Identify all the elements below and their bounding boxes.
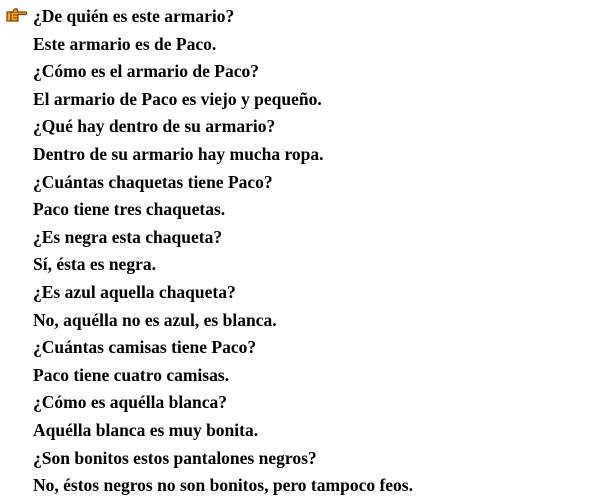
line-13: ¿Cuántas camisas tiene Paco? <box>33 337 257 358</box>
line-3: ¿Cómo es el armario de Paco? <box>33 61 259 82</box>
line-12: No, aquélla no es azul, es blanca. <box>33 309 277 330</box>
line-8: Paco tiene tres chaquetas. <box>33 199 226 220</box>
line-17: ¿Son bonitos estos pantalones negros? <box>33 447 317 468</box>
line-15: ¿Cómo es aquélla blanca? <box>33 392 227 413</box>
line-9: ¿Es negra esta chaqueta? <box>33 226 223 247</box>
line-5: ¿Qué hay dentro de su armario? <box>33 116 276 137</box>
line-14: Paco tiene cuatro camisas. <box>33 364 230 385</box>
line-11: ¿Es azul aquella chaqueta? <box>33 281 236 302</box>
pointing-hand-icon <box>6 5 28 25</box>
line-7: ¿Cuántas chaquetas tiene Paco? <box>33 171 273 192</box>
line-10: Sí, ésta es negra. <box>33 254 156 275</box>
line-16: Aquélla blanca es muy bonita. <box>33 419 259 440</box>
line-6: Dentro de su armario hay mucha ropa. <box>33 143 324 164</box>
dialogue-lines <box>33 3 593 500</box>
line-1: ¿De quién es este armario? <box>33 6 235 26</box>
line-18: No, éstos negros no son bonitos, pero tampoco feos. <box>33 475 413 496</box>
line-2: Este armario es de Paco. <box>33 33 217 54</box>
line-4: El armario de Paco es viejo y pequeño. <box>33 88 322 109</box>
